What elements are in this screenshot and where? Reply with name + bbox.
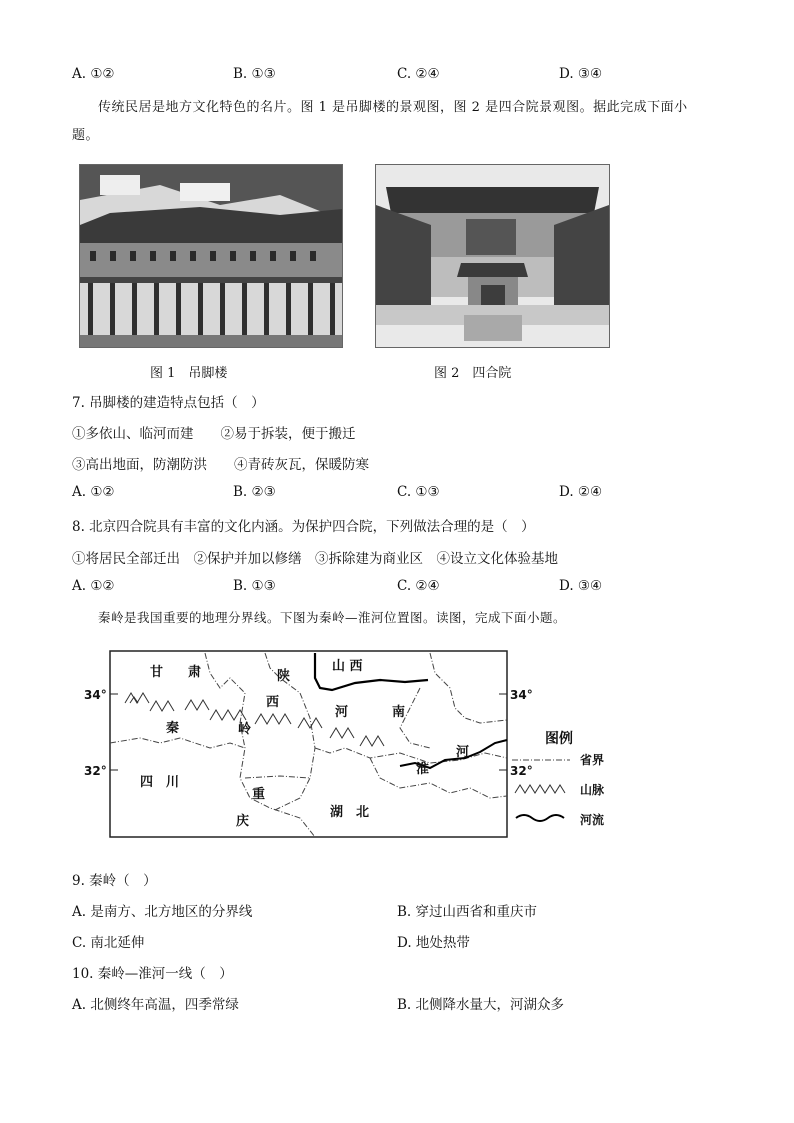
label-hubei: 湖 北: [330, 805, 370, 820]
map-legend: [512, 730, 605, 827]
q8-option-b: B. ①③: [233, 578, 276, 594]
label-sichuan: 四 川: [140, 775, 180, 790]
legend-title: 图例: [545, 731, 573, 747]
q7-option-d: D. ②④: [559, 484, 603, 500]
figure-1-caption: 图 1 吊脚楼: [150, 366, 228, 381]
q7-option-b: B. ②③: [233, 484, 276, 500]
legend-province-border: 省界: [580, 753, 605, 767]
lat-34-right: 34°: [510, 688, 533, 702]
label-chong: 重: [252, 787, 266, 802]
label-shanxi: 山 西: [332, 659, 363, 674]
q10-option-a: A. 北侧终年高温，四季常绿: [72, 997, 239, 1013]
qinling-huaihe-map: [70, 648, 630, 843]
label-huai: 淮: [416, 762, 430, 777]
label-gansu-1: 甘: [150, 665, 164, 680]
q6-option-d: D. ③④: [559, 66, 603, 82]
q9-option-a: A. 是南方、北方地区的分界线: [72, 904, 253, 920]
label-henan-2: 南: [392, 705, 406, 720]
figure-1-diaojiaolou-photo: [79, 164, 343, 348]
lat-32-right: 32°: [510, 764, 533, 778]
q9-option-c: C. 南北延伸: [72, 935, 145, 951]
q6-option-b: B. ①③: [233, 66, 276, 82]
label-he: 河: [456, 745, 470, 760]
label-shaan: 陕: [277, 669, 291, 684]
legend-river-icon: [516, 815, 564, 821]
q10-option-b: B. 北侧降水量大，河湖众多: [397, 997, 565, 1013]
lat-32-left: 32°: [84, 764, 107, 778]
legend-mountain: 山脉: [580, 783, 605, 797]
lat-34-left: 34°: [84, 688, 107, 702]
q9-stem: 9. 秦岭（ ）: [72, 873, 157, 889]
legend-river: 河流: [580, 813, 605, 827]
intro-qinling: 秦岭是我国重要的地理分界线。下图为秦岭—淮河位置图。读图，完成下面小题。: [98, 610, 567, 625]
q7-stem: 7. 吊脚楼的建造特点包括（ ）: [72, 395, 265, 411]
intro-dwellings: 传统民居是地方文化特色的名片。图 1 是吊脚楼的景观图，图 2 是四合院景观图。据此完成下面小题。: [72, 100, 688, 143]
q8-option-a: A. ①②: [72, 578, 115, 594]
q9-option-d: D. 地处热带: [397, 935, 470, 951]
label-qing: 庆: [236, 814, 250, 829]
q8-stem: 8. 北京四合院具有丰富的文化内涵。为保护四合院，下列做法合理的是（ ）: [72, 519, 535, 535]
label-qin: 秦: [166, 721, 180, 736]
q7-option-a: A. ①②: [72, 484, 115, 500]
label-xi: 西: [266, 695, 280, 710]
q6-option-c: C. ②④: [397, 66, 440, 82]
figure-2-caption: 图 2 四合院: [434, 366, 512, 381]
q8-option-c: C. ②④: [397, 578, 440, 594]
q10-stem: 10. 秦岭—淮河一线（ ）: [72, 966, 233, 982]
q8-statements: ①将居民全部迁出 ②保护并加以修缮 ③拆除建为商业区 ④设立文化体验基地: [72, 551, 558, 567]
q6-option-a: A. ①②: [72, 66, 115, 82]
q9-option-b: B. 穿过山西省和重庆市: [397, 904, 538, 920]
q7-statements-1: ①多依山、临河而建 ②易于拆装，便于搬迁: [72, 426, 356, 442]
figure-2-siheyuan-photo: [375, 164, 610, 348]
q8-option-d: D. ③④: [559, 578, 603, 594]
legend-mountain-icon: [515, 785, 565, 793]
q7-statements-2: ③高出地面，防潮防洪 ④青砖灰瓦，保暖防寒: [72, 457, 369, 473]
label-ling: 岭: [238, 722, 252, 737]
label-henan-1: 河: [335, 705, 349, 720]
q7-option-c: C. ①③: [397, 484, 440, 500]
label-gansu-2: 肃: [188, 665, 202, 680]
